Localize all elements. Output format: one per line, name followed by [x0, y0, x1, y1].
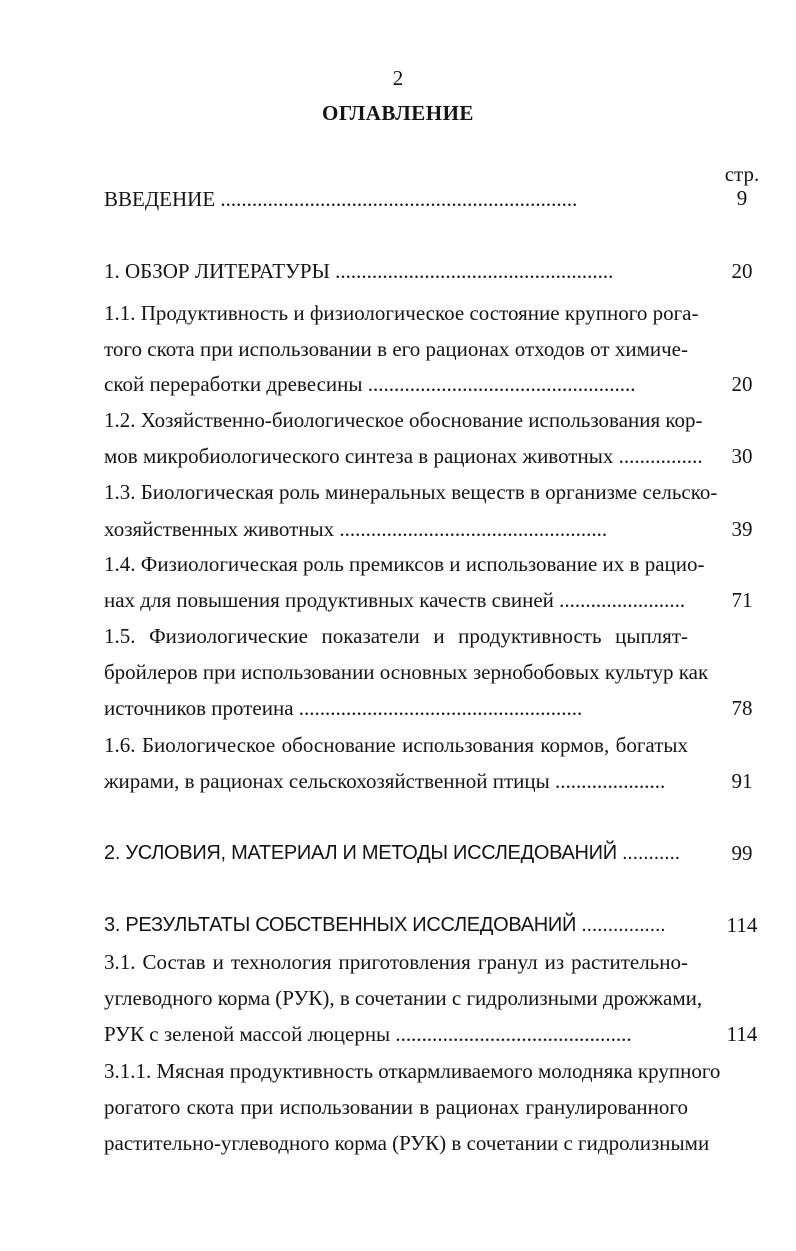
toc-line: 3.1.1. Мясная продуктивность откармливаемого молодняка крупного: [104, 1059, 721, 1083]
toc-line: нах для повышения продуктивных качеств свиней ........................: [104, 588, 686, 612]
page-ref-intro-first: 9: [736, 186, 748, 210]
page-title: ОГЛАВЛЕНИЕ: [322, 101, 474, 125]
toc-line: источников протеина ......................................................: [104, 696, 583, 720]
toc-line: мов микробиологического синтеза в рационах животных ................: [104, 444, 703, 468]
page-ref: 71: [731, 588, 753, 612]
toc-line: жирами, в рационах сельскохозяйственной птицы .....................: [104, 769, 666, 793]
toc-line: того скота при использовании в его рационах отходов от химиче-: [104, 337, 688, 361]
toc-line: бройлеров при использовании основных зернобобовых культур как: [104, 660, 709, 684]
toc-line: углеводного корма (РУК), в сочетании с гидролизными дрожжами,: [104, 986, 703, 1010]
toc-line: 2. УСЛОВИЯ, МАТЕРИАЛ И МЕТОДЫ ИССЛЕДОВАНИЙ ...........: [104, 842, 680, 864]
page-ref: 78: [731, 696, 753, 720]
toc-line: рогатого скота при использовании в рационах гранулированного: [104, 1095, 688, 1119]
toc-line: 1.2. Хозяйственно-биологическое обоснование использования кор-: [104, 408, 703, 432]
toc-line: 1.5. Физиологические показатели и продуктивность цыплят-: [104, 624, 688, 648]
page-ref: 20: [731, 259, 753, 283]
toc-line: 3. РЕЗУЛЬТАТЫ СОБСТВЕННЫХ ИССЛЕДОВАНИЙ ................: [104, 914, 666, 936]
toc-line: РУК с зеленой массой люцерны .............................................: [104, 1022, 632, 1046]
page-ref: 30: [731, 444, 753, 468]
toc-line: 1.3. Биологическая роль минеральных веществ в организме сельско-: [104, 480, 718, 504]
page-ref: 39: [731, 517, 753, 541]
toc-line: 1.4. Физиологическая роль премиксов и использование их в рацио-: [104, 552, 705, 576]
toc-line: 1. ОБЗОР ЛИТЕРАТУРЫ .....................................................: [104, 259, 614, 283]
page-ref: 114: [726, 913, 758, 937]
toc-line: 1.1. Продуктивность и физиологическое состояние крупного рога-: [104, 301, 699, 325]
toc-line: растительно-углеводного корма (РУК) в сочетании с гидролизными: [104, 1131, 710, 1155]
page-number: 2: [392, 66, 404, 90]
toc-line: хозяйственных животных ...................................................: [104, 517, 608, 541]
toc-line: ской переработки древесины ...................................................: [104, 372, 636, 396]
page-ref: 20: [731, 372, 753, 396]
toc-line: ВВЕДЕНИЕ ....................................................................: [104, 187, 578, 211]
toc-line: 3.1. Состав и технология приготовления гранул из растительно-: [104, 950, 688, 974]
page-ref: 99: [731, 841, 753, 865]
toc-line: 1.6. Биологическое обоснование использования кормов, богатых: [104, 733, 688, 757]
page-ref: 91: [731, 769, 753, 793]
page-ref: 114: [726, 1022, 758, 1046]
pages-column-header: стр.: [724, 162, 760, 186]
